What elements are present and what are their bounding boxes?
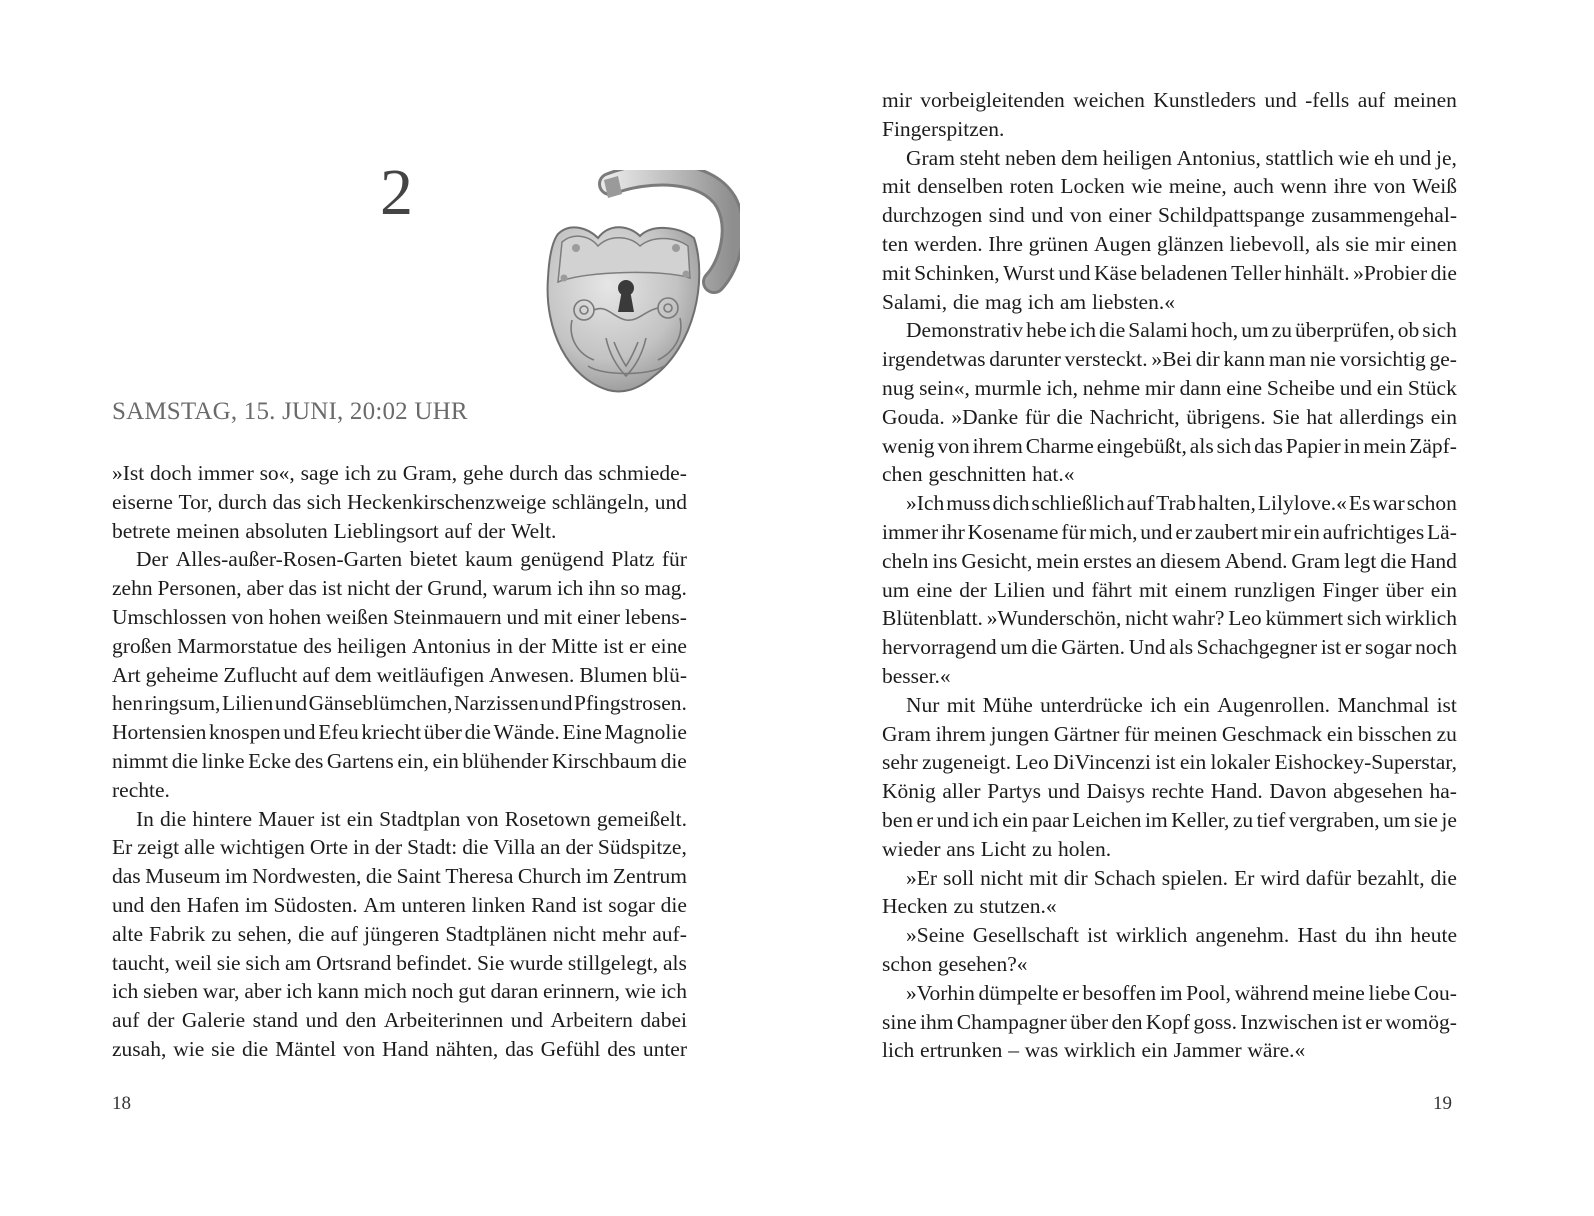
text-line: sine ihm Champagner über den Kopf goss. Inzwischen ist er womög- (882, 1009, 1457, 1034)
text-line: um eine der Lilien und fährt mit einem runzligen Finger über ein (882, 577, 1457, 602)
text-line: eiserne Tor, durch das sich Heckenkirschenzweige schlängeln, und (112, 489, 687, 514)
text-line: »Ist doch immer so«, sage ich zu Gram, gehe durch das schmiede- (112, 461, 687, 485)
text-line: alte Fabrik zu sehen, die auf jüngeren Stadtplänen nicht mehr auf- (112, 921, 687, 946)
text-line: »Er soll nicht mit dir Schach spielen. Er wird dafür bezahlt, die (906, 865, 1457, 890)
text-line: betrete meinen absoluten Lieblingsort auf der Welt. (112, 518, 557, 543)
text-line: wieder ans Licht zu holen. (882, 836, 1112, 861)
text-line: rechte. (112, 777, 170, 802)
text-line: Demonstrativ hebe ich die Salami hoch, um zu überprüfen, ob sich (906, 318, 1457, 343)
text-line: Gram ihrem jungen Gärtner für meinen Geschmack ein bisschen zu (882, 721, 1457, 746)
chapter-number: 2 (380, 156, 413, 229)
text-line: In die hintere Mauer ist ein Stadtplan von Rosetown gemeißelt. (136, 806, 687, 831)
text-line: cheln ins Gesicht, mein erstes an diesem Abend. Gram legt die Hand (882, 548, 1457, 573)
text-line: König aller Partys und Daisys rechte Hand. Davon abgesehen ha- (882, 779, 1457, 804)
right-page (797, 0, 1594, 1216)
page-number-left: 18 (112, 1093, 131, 1114)
text-line: lich ertrunken – was wirklich ein Jammer wäre.« (882, 1038, 1306, 1063)
text-line: Er zeigt alle wichtigen Orte in der Stadt: die Villa an der Südspitze, (112, 835, 687, 860)
text-line: Hortensien knospen und Efeu kriecht über die Wände. Eine Magnolie (112, 720, 687, 745)
text-line: »Vorhin dümpelte er besoffen im Pool, während meine liebe Cou- (906, 980, 1457, 1005)
text-line: wenig von ihrem Charme eingebüßt, als sich das Papier in mein Zäpf- (882, 433, 1457, 458)
chapter-dateline: SAMSTAG, 15. JUNI, 20:02 UHR (112, 398, 468, 425)
text-line: hervorragend um die Gärten. Und als Schachgegner ist er sogar noch (882, 635, 1457, 660)
open-padlock-icon (518, 170, 740, 398)
text-line: Nur mit Mühe unterdrücke ich ein Augenrollen. Manchmal ist (906, 692, 1457, 717)
text-line: großen Marmorstatue des heiligen Antonius in der Mitte ist er eine (112, 633, 687, 658)
text-line: chen geschnitten hat.« (882, 462, 1075, 487)
text-line: taucht, weil sie sich am Ortsrand befindet. Sie wurde stillgelegt, als (112, 950, 687, 975)
text-line: mir vorbeigleitenden weichen Kunstleders und -fells auf meinen (882, 88, 1457, 112)
text-line: ben er und ich ein paar Leichen im Keller, zu tief vergraben, um sie je (882, 807, 1457, 832)
text-line: »Ich muss dich schließlich auf Trab halten, Lilylove.« Es war schon (906, 491, 1457, 516)
text-line: Blütenblatt. »Wunderschön, nicht wahr? Leo kümmert sich wirklich (882, 606, 1457, 631)
text-line: nug sein«, murmle ich, nehme mir dann eine Scheibe und ein Stück (882, 375, 1457, 400)
text-line: mit denselben roten Locken wie meine, auch wenn ihre von Weiß (882, 174, 1457, 199)
text-line: Hecken zu stutzen.« (882, 894, 1057, 919)
text-line: Der Alles-außer-Rosen-Garten bietet kaum genügend Platz für (136, 547, 687, 572)
page-number-right: 19 (1433, 1093, 1452, 1114)
text-line: nimmt die linke Ecke des Gartens ein, ein blühender Kirschbaum die (112, 748, 687, 773)
text-line: Art geheime Zuflucht auf dem weitläufigen Anwesen. Blumen blü- (112, 662, 687, 687)
text-line: hen ringsum, Lilien und Gänseblümchen, Narzissen und Pfingstrosen. (112, 691, 687, 716)
text-line: sehr zugeneigt. Leo DiVincenzi ist ein lokaler Eishockey-Superstar, (882, 750, 1457, 775)
text-line: schon gesehen?« (882, 951, 1028, 976)
text-line: Fingerspitzen. (882, 116, 1005, 141)
text-line: »Seine Gesellschaft ist wirklich angenehm. Hast du ihn heute (906, 923, 1457, 948)
text-line: Gouda. »Danke für die Nachricht, übrigens. Sie hat allerdings ein (882, 404, 1457, 429)
text-line: ten werden. Ihre grünen Augen glänzen liebevoll, als sie mir einen (882, 231, 1457, 256)
text-line: zusah, wie sie die Mäntel von Hand nähten, das Gefühl des unter (112, 1036, 687, 1061)
text-line: besser.« (882, 663, 951, 688)
text-line: Salami, die mag ich am liebsten.« (882, 289, 1175, 314)
text-line: durchzogen sind und von einer Schildpattspange zusammengehal- (882, 203, 1457, 228)
text-line: und den Hafen im Südosten. Am unteren linken Rand ist sogar die (112, 892, 687, 917)
text-line: Umschlossen von hohen weißen Steinmauern und mit einer lebens- (112, 604, 687, 629)
text-line: zehn Personen, aber das ist nicht der Grund, warum ich ihn so mag. (112, 576, 687, 601)
left-body-text (112, 459, 687, 1064)
text-line: auf der Galerie stand und den Arbeiterinnen und Arbeitern dabei (112, 1008, 687, 1033)
text-line: immer ihr Kosename für mich, und er zaubert mir ein aufrichtiges Lä- (882, 519, 1457, 544)
text-line: das Museum im Nordwesten, die Saint Theresa Church im Zentrum (112, 864, 687, 889)
text-line: ich sieben war, aber ich kann mich noch gut daran erinnern, wie ich (112, 979, 687, 1004)
right-body-text (882, 86, 1457, 1065)
text-line: Gram steht neben dem heiligen Antonius, stattlich wie eh und je, (906, 145, 1457, 170)
text-line: mit Schinken, Wurst und Käse beladenen Teller hinhält. »Probier die (882, 260, 1457, 285)
text-line: irgendetwas darunter versteckt. »Bei dir kann man nie vorsichtig ge- (882, 347, 1457, 372)
